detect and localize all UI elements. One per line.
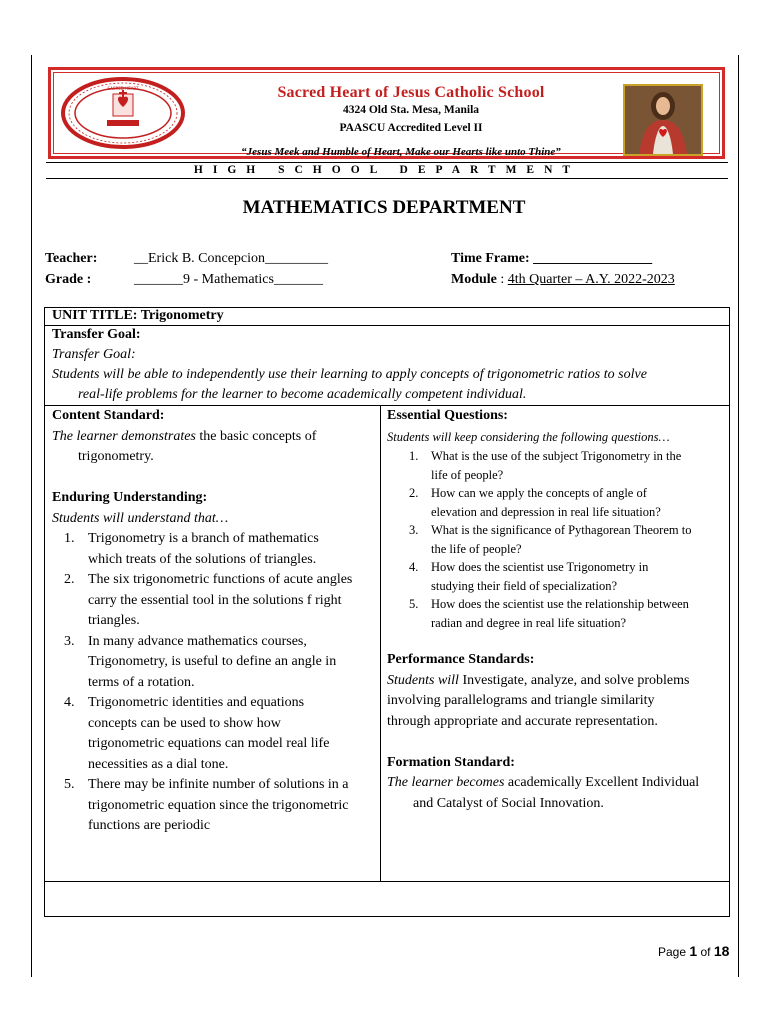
transfer-goal-heading: Transfer Goal: xyxy=(52,327,141,342)
school-accreditation: PAASCU Accredited Level II xyxy=(339,122,483,134)
page-label: Page xyxy=(658,945,690,959)
enduring-understanding-item-text-line: terms of a rotation. xyxy=(88,674,195,690)
enduring-understanding-item xyxy=(52,570,374,632)
teacher-label xyxy=(45,251,97,267)
page-title: MATHEMATICS DEPARTMENT xyxy=(242,197,526,218)
sacred-heart-image-icon xyxy=(625,86,701,154)
enduring-understanding-item-number: 2. xyxy=(64,572,75,587)
performance-standards-line1 xyxy=(387,671,725,692)
essential-question-item-text-line: What is the use of the subject Trigonometry in the xyxy=(431,449,682,463)
enduring-understanding-item-number: 1. xyxy=(64,531,75,546)
essential-question-item-text-line: studying their field of specialization? xyxy=(431,578,618,593)
enduring-understanding-item-text-line: which treats of the solutions of triangles. xyxy=(88,551,317,567)
essential-question-item-number: 5. xyxy=(409,597,419,611)
page-footer xyxy=(658,943,729,959)
performance-standards-line2: involving parallelograms and triangle similarity xyxy=(387,693,655,708)
enduring-understanding-item-text-line: necessities as a dial tone. xyxy=(88,756,229,772)
school-motto: “Jesus Meek and Humble of Heart, Make our Hearts like unto Thine” xyxy=(241,146,561,158)
formation-standard-line2: and Catalyst of Social Innovation. xyxy=(413,795,604,811)
timeframe xyxy=(451,251,652,267)
content-standard-line1 xyxy=(52,427,374,448)
enduring-understanding-item-number: 5. xyxy=(64,777,75,792)
enduring-understanding-list xyxy=(52,529,374,837)
page-right-border xyxy=(738,55,739,977)
grade-value: _______9 - Mathematics_______ xyxy=(134,272,323,287)
school-address: 4324 Old Sta. Mesa, Manila xyxy=(342,104,480,116)
page-left-border xyxy=(31,55,32,977)
module-separator: : xyxy=(496,272,508,287)
left-column xyxy=(52,406,374,837)
enduring-understanding-item-text-line: Trigonometric identities and equations xyxy=(88,695,305,710)
enduring-understanding-intro: Students will understand that… xyxy=(52,510,229,526)
grade-label-text: Grade : xyxy=(45,272,92,287)
spacer xyxy=(387,632,725,650)
enduring-understanding-item-text-line: Trigonometry is a branch of mathematics xyxy=(88,531,319,546)
essential-question-item-text-line: How can we apply the concepts of angle of xyxy=(431,486,647,500)
enduring-understanding-item-number: 4. xyxy=(64,695,75,710)
page-number: 1 xyxy=(689,943,698,959)
enduring-understanding-item-text-line: triangles. xyxy=(88,613,140,628)
timeframe-label: Time Frame: xyxy=(451,251,530,266)
table-column-divider xyxy=(380,405,381,881)
unit-plan-table xyxy=(44,307,730,917)
teacher-value: __Erick B. Concepcion_________ xyxy=(134,251,329,266)
page-total: 18 xyxy=(713,943,730,959)
essential-question-item-text-line: the life of people? xyxy=(431,541,522,556)
enduring-understanding-item-text-line: In many advance mathematics courses, xyxy=(88,633,307,649)
formation-standard-line1 xyxy=(387,773,725,794)
department-line-bottom xyxy=(46,178,728,179)
table-divider-bottom xyxy=(45,881,729,882)
enduring-understanding-heading: Enduring Understanding: xyxy=(52,490,208,505)
timeframe-value: _________________ xyxy=(533,251,653,266)
transfer-goal-line2: real-life problems for the learner to become academically competent individual. xyxy=(78,387,527,402)
essential-question-item-number: 4. xyxy=(409,560,419,574)
spacer xyxy=(52,468,374,489)
essential-question-item-text-line: life of people? xyxy=(431,467,504,482)
essential-question-item-text-line: radian and degree in real life situation? xyxy=(431,615,627,630)
enduring-understanding-item xyxy=(52,775,374,837)
essential-question-item-number: 3. xyxy=(409,523,419,537)
right-column xyxy=(387,406,725,814)
content-standard-line2: trigonometry. xyxy=(78,449,154,464)
school-banner xyxy=(48,67,725,159)
module xyxy=(451,272,675,288)
enduring-understanding-item-text-line: trigonometric equations can model real life xyxy=(88,736,330,751)
performance-standards-italic: Students will xyxy=(387,672,459,688)
spacer xyxy=(387,732,725,753)
grade-label xyxy=(45,272,91,288)
essential-question-item-text-line: What is the significance of Pythagorean Theorem to xyxy=(431,523,692,537)
enduring-understanding-item-number: 3. xyxy=(64,633,75,649)
essential-questions-intro: Students will keep considering the following questions… xyxy=(387,429,670,444)
enduring-understanding-item-text-line: concepts can be used to show how xyxy=(88,715,281,731)
performance-standards-line3: through appropriate and accurate representation. xyxy=(387,713,658,729)
formation-standard-heading: Formation Standard: xyxy=(387,754,515,770)
performance-standards-rest: Investigate, analyze, and solve problems xyxy=(458,672,690,688)
enduring-understanding-item-text-line: functions are periodic xyxy=(88,818,211,833)
enduring-understanding-item-text-line: carry the essential tool in the solutions f right xyxy=(88,592,342,608)
essential-question-item-text-line: elevation and depression in real life situation? xyxy=(431,504,661,519)
enduring-understanding-item-text-line: Trigonometry, is useful to define an angle in xyxy=(88,654,337,669)
essential-questions-heading: Essential Questions: xyxy=(387,408,508,423)
essential-question-item xyxy=(387,595,725,632)
sacred-heart-portrait xyxy=(623,84,703,156)
school-name: Sacred Heart of Jesus Catholic School xyxy=(277,84,545,101)
essential-question-item xyxy=(387,484,725,521)
of-label: of xyxy=(697,945,714,959)
essential-questions-list xyxy=(387,447,725,632)
enduring-understanding-item xyxy=(52,693,374,775)
content-standard-heading: Content Standard: xyxy=(52,408,165,423)
essential-question-item xyxy=(387,558,725,595)
high-school-department: HIGH SCHOOL DEPARTMENT xyxy=(193,164,581,176)
enduring-understanding-item xyxy=(52,529,374,570)
essential-question-item xyxy=(387,521,725,558)
essential-question-item-text-line: How does the scientist use the relationship between xyxy=(431,597,689,611)
formation-standard-italic: The learner becomes xyxy=(387,775,505,790)
content-standard-rest: the basic concepts of xyxy=(195,428,317,444)
enduring-understanding-item-text-line: trigonometric equation since the trigonometric xyxy=(88,797,349,813)
teacher-label-text: Teacher: xyxy=(45,251,98,266)
unit-title: UNIT TITLE: Trigonometry xyxy=(52,308,224,323)
transfer-goal-subheading: Transfer Goal: xyxy=(52,347,136,362)
content-standard-italic: The learner demonstrates xyxy=(52,428,196,444)
formation-standard-rest: academically Excellent Individual xyxy=(504,775,700,790)
school-seal-icon xyxy=(59,76,187,150)
essential-question-item-number: 1. xyxy=(409,449,419,463)
enduring-understanding-item-text-line: There may be infinite number of solutions in a xyxy=(88,777,349,792)
svg-text:SACRED HEART: SACRED HEART xyxy=(107,86,139,91)
enduring-understanding-item xyxy=(52,632,374,694)
essential-question-item xyxy=(387,447,725,484)
enduring-understanding-item-text-line: The six trigonometric functions of acute angles xyxy=(88,572,353,587)
module-label: Module xyxy=(451,272,497,287)
module-value: 4th Quarter – A.Y. 2022-2023 xyxy=(507,272,675,287)
performance-standards-heading: Performance Standards: xyxy=(387,652,535,667)
essential-question-item-text-line: How does the scientist use Trigonometry in xyxy=(431,560,649,574)
essential-question-item-number: 2. xyxy=(409,486,419,500)
transfer-goal-line1: Students will be able to independently use their learning to apply concepts of trigonometric ratios to solve xyxy=(52,367,647,382)
